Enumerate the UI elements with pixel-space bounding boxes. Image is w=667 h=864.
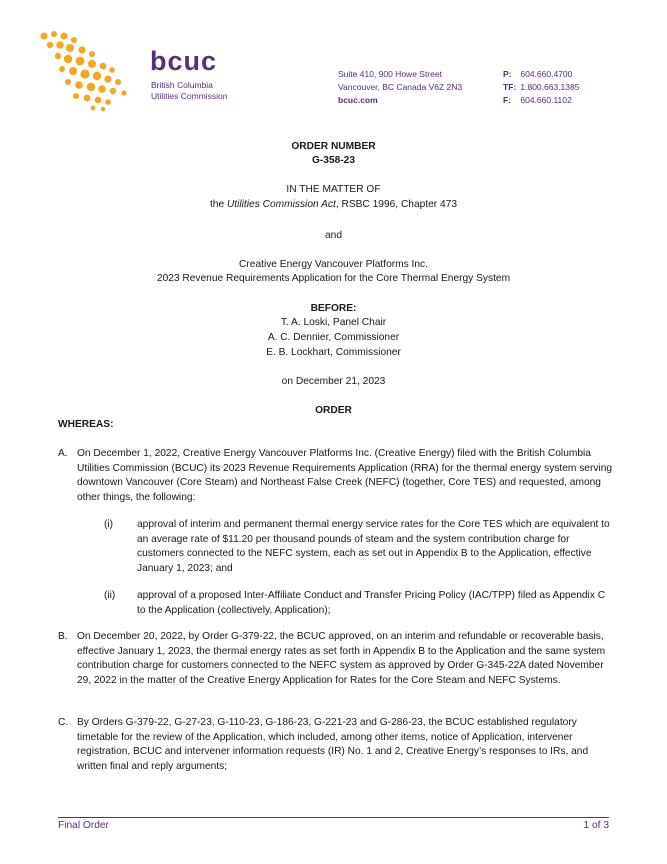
paragraph-c — [58, 716, 618, 774]
address-line-1: Suite 410, 900 Howe Street — [338, 69, 442, 79]
tollfree-label: TF: — [503, 82, 517, 92]
applicant-name: Creative Energy Vancouver Platforms Inc. — [239, 259, 428, 270]
item-i-text: approval of interim and permanent thermal energy service rates for the Core TES which are equivalent to an average rate of $11.20 per thousand pounds of steam and the system contribution charge for customers connected to the NEFC system, each as set out in Appendix B to the Application, effective January 1, 2023; and — [137, 519, 610, 574]
paragraph-b-text: On December 20, 2022, by Order G-379-22, the BCUC approved, on an interim and refundable or recoverable basis, effective January 1, 2023, the thermal energy rates as set forth in Appendix B to the Application and the same system contribution charge for customers connected to the NEFC system as approved by Order G-345-22A dated November 29, 2022 in the matter of the Creative Energy Application for Rates for the Core Steam and NEFC Systems. — [77, 631, 606, 686]
order-number: G-358-23 — [311, 155, 356, 166]
paragraph-a — [58, 447, 618, 505]
tollfree-number: 1.800.663.1385 — [520, 82, 580, 92]
paragraph-b-label: B. — [58, 631, 68, 642]
and-text: and — [325, 230, 342, 241]
order-number-heading: ORDER NUMBER — [291, 141, 376, 152]
act-suffix: , RSBC 1996, Chapter 473 — [335, 199, 458, 210]
brand-subtitle — [151, 80, 228, 102]
phone-label: P: — [503, 69, 512, 79]
fax-label: F: — [503, 95, 512, 105]
whereas-heading: WHEREAS: — [58, 419, 114, 430]
paragraph-c-label: C. — [58, 717, 69, 728]
order-date: on December 21, 2023 — [281, 376, 386, 387]
panel-member-2: A. C. Dennier, Commissioner — [267, 332, 400, 343]
paragraph-b — [58, 630, 618, 688]
application-title: 2023 Revenue Requirements Application for the Core Thermal Energy System — [156, 273, 511, 284]
panel-member-1: T. A. Loski, Panel Chair — [280, 317, 387, 328]
address-block — [338, 68, 462, 107]
item-i-label: (i) — [104, 519, 114, 530]
brand-name: bcuc — [150, 46, 218, 76]
act-name: Utilities Commission Act — [226, 199, 336, 210]
paragraph-c-text: By Orders G-379-22, G-27-23, G-110-23, G-186-23, G-221-23 and G-286-23, the BCUC established regulatory timetable for the review of the Application, which included, among other items, notice of Application, intervener registration, BCUC and intervener information requests (IR) No. 1 and 2, Creative Energy’s responses to IRs, and written final and reply arguments; — [77, 717, 589, 772]
matter-heading: IN THE MATTER OF — [286, 184, 381, 195]
before-heading: BEFORE: — [310, 303, 357, 314]
footer-document-type: Final Order — [58, 820, 109, 831]
website-link[interactable]: bcuc.com — [338, 95, 378, 105]
bcuc-logo-dots — [38, 30, 138, 112]
item-ii-text: approval of a proposed Inter-Affiliate Conduct and Transfer Pricing Policy (IAC/TPP) filed as Appendix C to the Application (collectively, Application); — [137, 590, 606, 616]
phone-number: 604.660.4700 — [520, 69, 573, 79]
brand-line-2: Utilities Commission — [151, 91, 228, 101]
act-prefix: the — [209, 199, 227, 210]
paragraph-a-label: A. — [58, 448, 68, 459]
order-heading: ORDER — [315, 405, 352, 416]
address-line-2: Vancouver, BC Canada V6Z 2N3 — [338, 82, 463, 92]
item-i — [104, 518, 614, 576]
item-ii-label: (ii) — [104, 590, 116, 601]
fax-number: 604.660.1102 — [520, 95, 572, 105]
footer-page-number: 1 of 3 — [583, 820, 609, 831]
act-reference — [0, 198, 667, 212]
item-ii — [104, 589, 614, 618]
footer-divider — [58, 817, 609, 818]
contact-block — [503, 68, 579, 107]
paragraph-a-text: On December 1, 2022, Creative Energy Vancouver Platforms Inc. (Creative Energy) filed with the British Columbia Utilities Commission (BCUC) its 2023 Revenue Requirements Application (RRA) for the thermal energy system serving downtown Vancouver (Core Steam) and Northeast False Creek (NEFC) (together, Core TES) and requested, among other things, the following: — [77, 448, 613, 503]
brand-line-1: British Columbia — [151, 80, 213, 90]
panel-member-3: E. B. Lockhart, Commissioner — [266, 347, 401, 358]
